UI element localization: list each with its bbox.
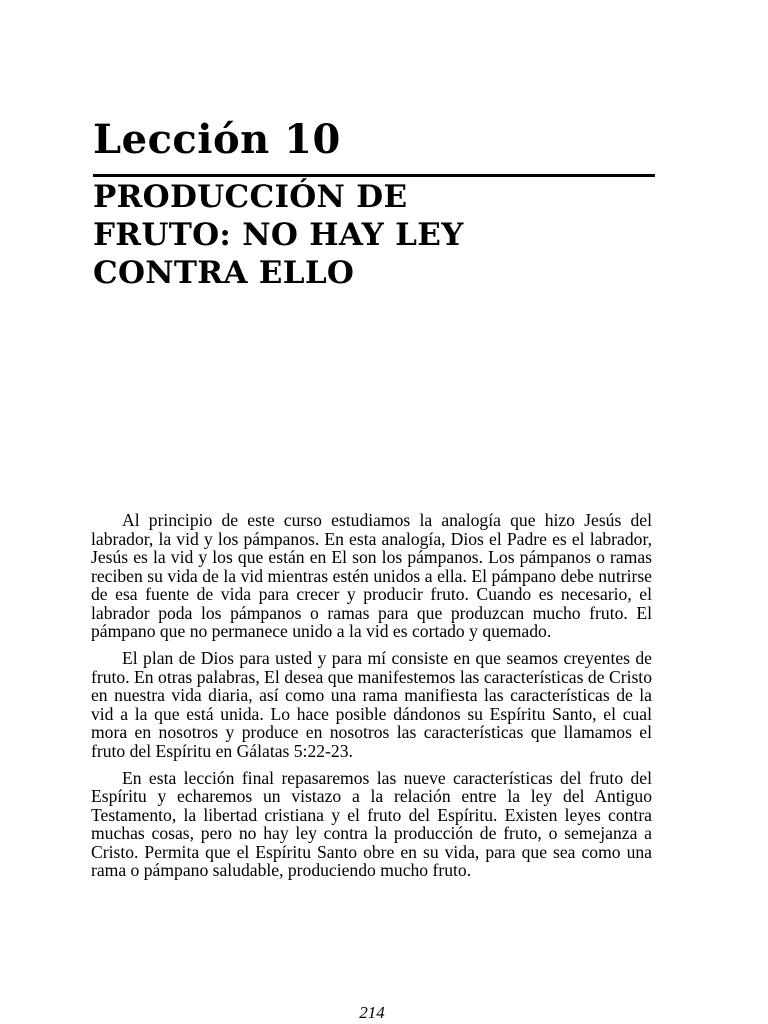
intro-paragraph: En esta lección final repasaremos las nueve características del fruto del Espíritu y echaremos un vistazo a la relación entre la ley del Antiguo Testamento, la libertad cristiana y el fruto del Espíritu. Existen leyes contra muchas cosas, pero no hay ley contra la producción de fruto, o semejanza a Cristo. Permita que el Espíritu Santo obre en su vida, para que sea como una rama o pámpano saludable, produciendo mucho fruto. xyxy=(91,767,652,880)
lesson-introduction xyxy=(91,511,652,888)
lesson-title-line: FRUTO: NO HAY LEY xyxy=(93,217,464,253)
intro-paragraph: El plan de Dios para usted y para mí consiste en que seamos creyentes de fruto. En otras palabras, El desea que manifestemos las características de Cristo en nuestra vida diaria, así como una rama manifiesta las características de la vid a la que está unida. Lo hace posible dándonos su Espíritu Santo, el cual mora en nosotros y produce en nosotros las características que llamamos el fruto del Espíritu en Gálatas 5:22-23. xyxy=(91,648,652,761)
lesson-number-heading: Lección 10 xyxy=(93,116,341,163)
page-number: 214 xyxy=(359,1003,385,1022)
heading-divider xyxy=(93,174,655,177)
intro-paragraph: Al principio de este curso estudiamos la analogía que hizo Jesús del labrador, la vid y los pámpanos. En esta analogía, Dios el Padre es el labrador, Jesús es la vid y los que están en El son los pámpanos. Los pámpanos o ramas reciben su vida de la vid mientras estén unidos a ella. El pámpano debe nutrirse de esa fuente de vida para crecer y producir fruto. Cuando es necesario, el labrador poda los pámpanos o ramas para que produzcan mucho fruto. El pámpano que no permanece unido a la vid es cortado y quemado. xyxy=(91,510,652,641)
lesson-title xyxy=(93,178,653,292)
lesson-title-line: PRODUCCIÓN DE xyxy=(93,179,408,215)
lesson-title-line: CONTRA ELLO xyxy=(93,255,355,291)
